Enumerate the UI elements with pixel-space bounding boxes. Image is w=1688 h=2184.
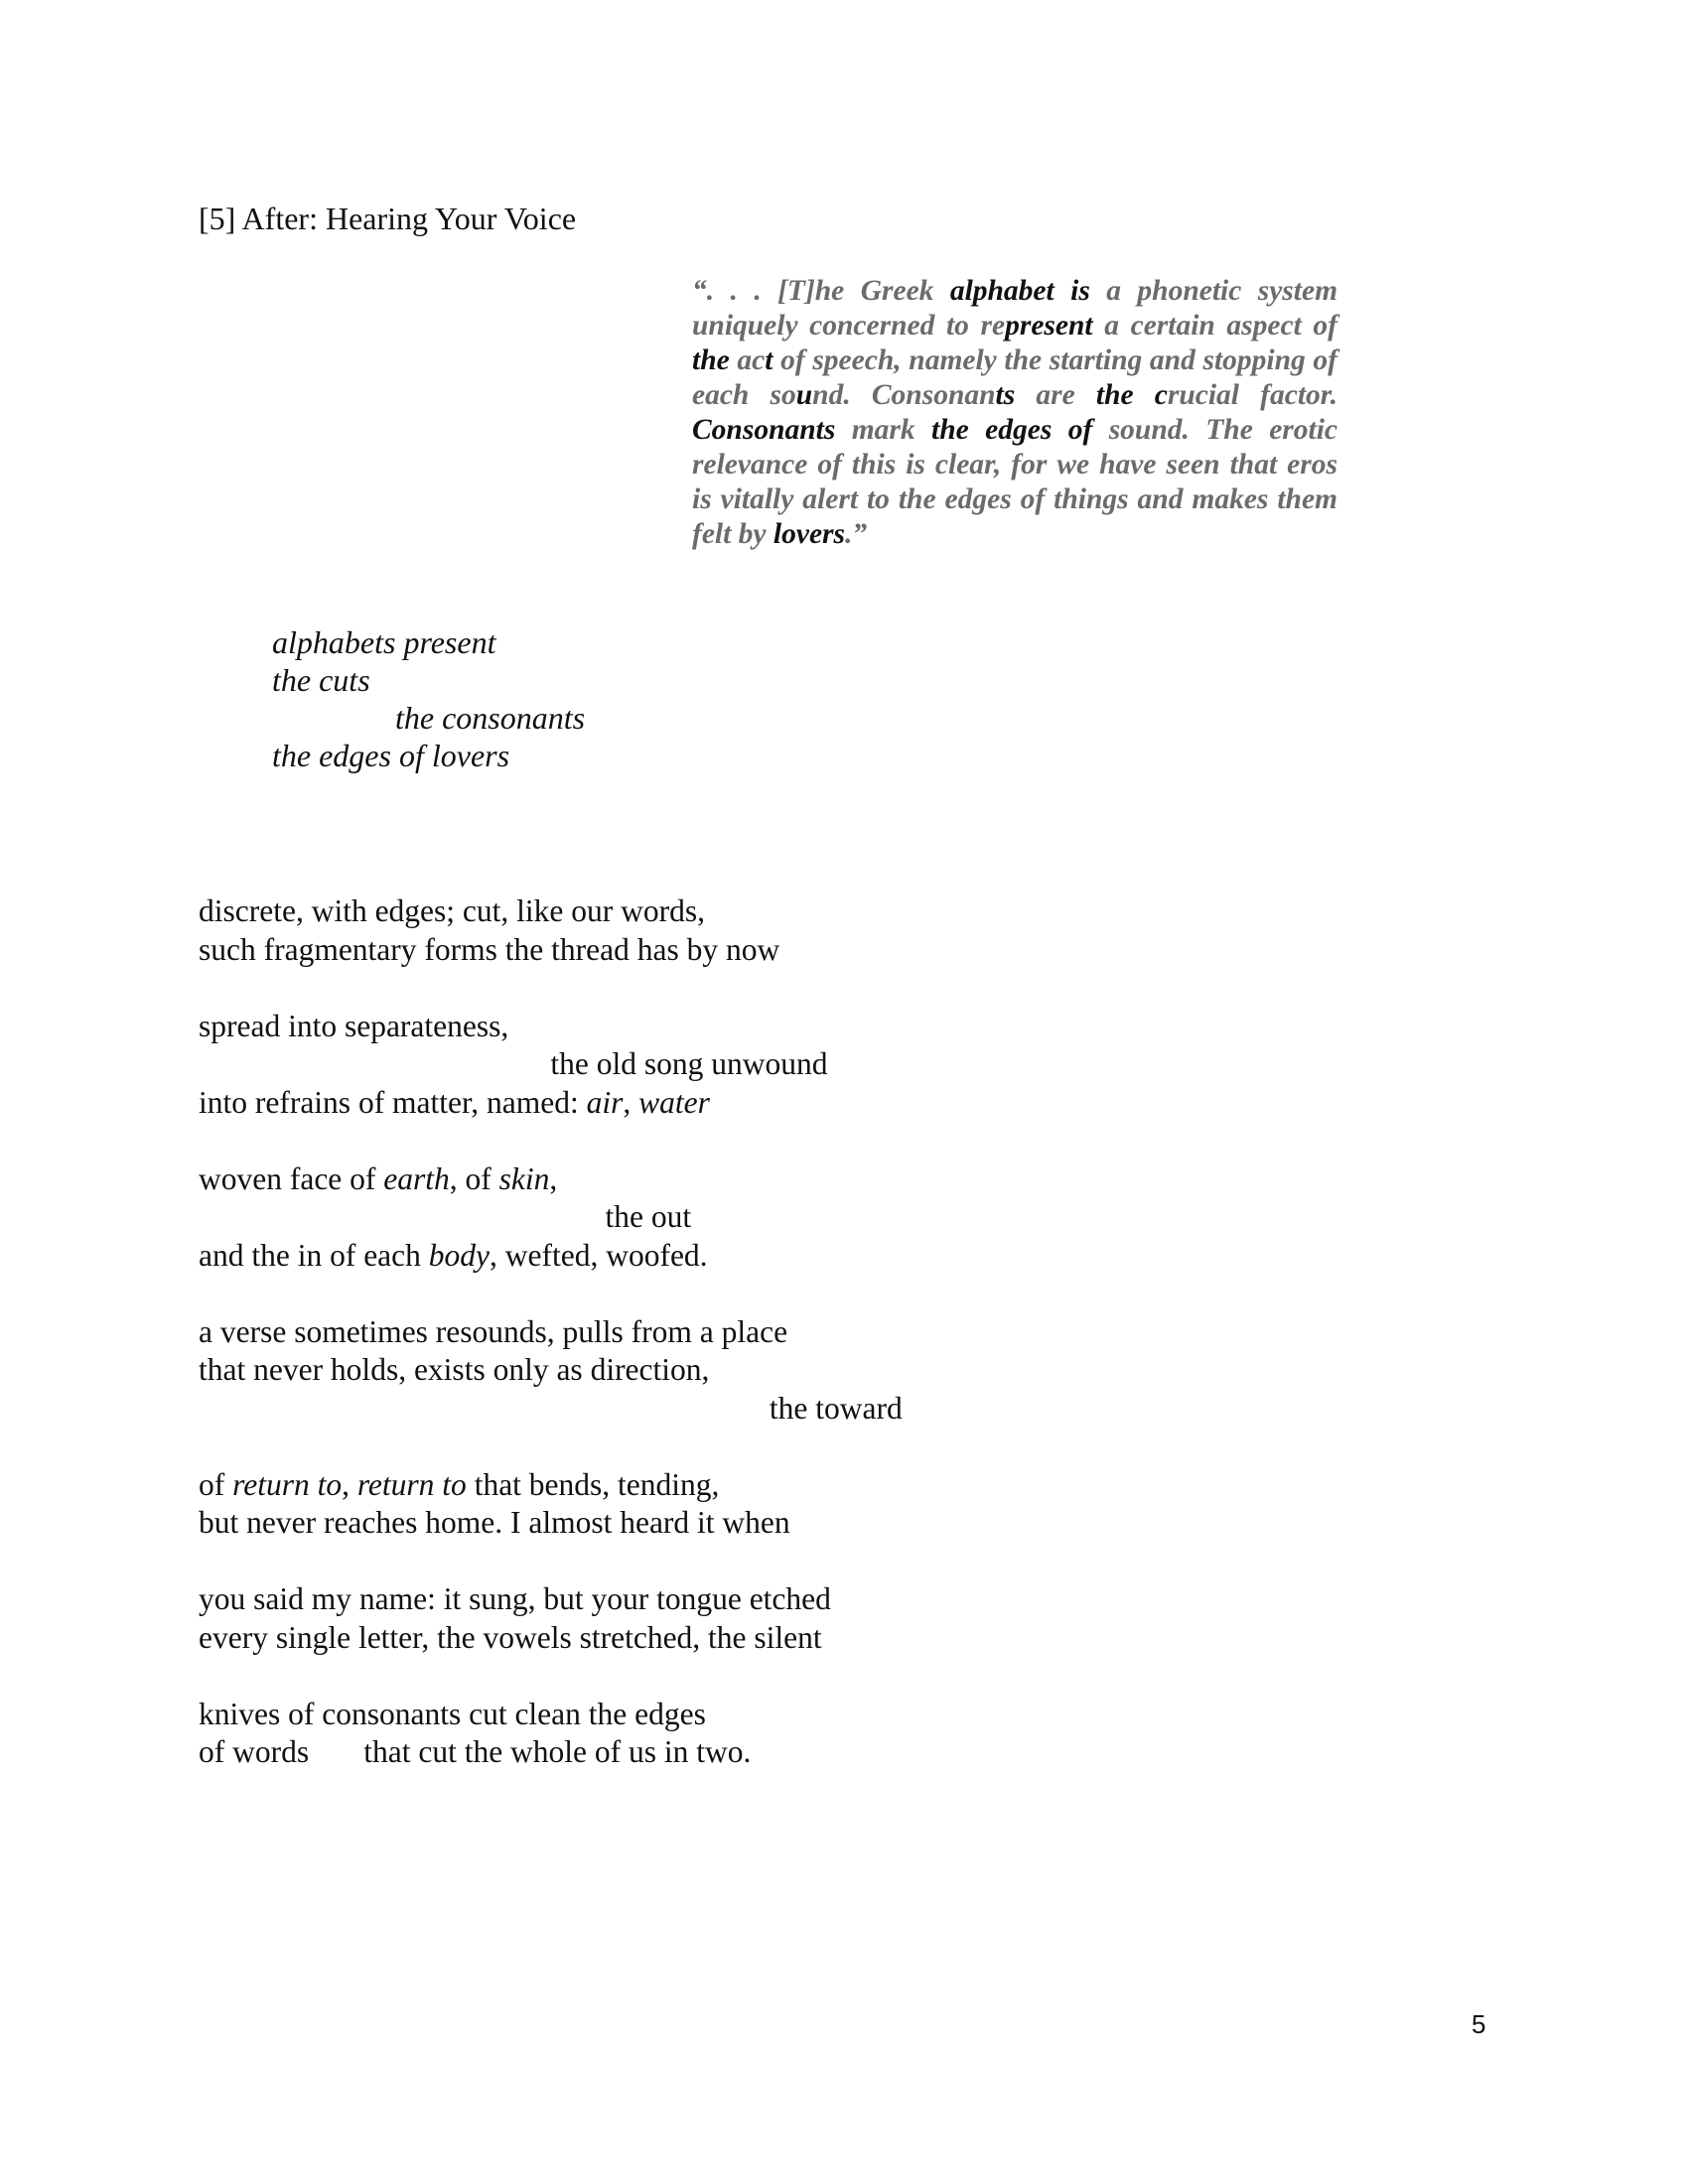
- poem-line: such fragmentary forms the thread has by now: [199, 931, 780, 967]
- intro-line: the edges of lovers: [272, 738, 510, 773]
- poem-line: of return to, return to that bends, tending,: [199, 1466, 720, 1502]
- poem-line: [199, 1543, 903, 1581]
- intro-line: the cuts: [272, 662, 370, 698]
- poem-line: of words that cut the whole of us in two.: [199, 1734, 752, 1769]
- poem-line: [199, 1657, 903, 1696]
- poem-line: woven face of earth, of skin,: [199, 1160, 558, 1196]
- poem-line: [199, 1275, 903, 1313]
- intro-stanza: [272, 623, 585, 774]
- intro-line: the consonants: [395, 700, 586, 736]
- poem-line: that never holds, exists only as direction,: [199, 1352, 710, 1387]
- poem-line: the out: [199, 1199, 692, 1234]
- poem-line: spread into separateness,: [199, 1008, 509, 1043]
- poem-line: [199, 1428, 903, 1466]
- poem-line: a verse sometimes resounds, pulls from a place: [199, 1313, 788, 1349]
- intro-line: alphabets present: [272, 624, 496, 660]
- poem-line: into refrains of matter, named: air, water: [199, 1084, 710, 1120]
- poem-line: and the in of each body, wefted, woofed.: [199, 1237, 708, 1273]
- epigraph-line: “. . . [T]he Greek alphabet is a phonetic system: [692, 275, 1338, 307]
- epigraph-line: is vitally alert to the edges of things and makes them: [692, 483, 1337, 515]
- epigraph-line: the act of speech, namely the starting and stopping of: [692, 344, 1338, 376]
- poem-line: [199, 1122, 903, 1160]
- epigraph-line: Consonants mark the edges of sound. The erotic: [692, 414, 1337, 446]
- poem-body: [199, 892, 903, 1772]
- epigraph-line: felt by lovers.”: [692, 518, 868, 550]
- poem-line: [199, 969, 903, 1008]
- page-number: 5: [1472, 2009, 1486, 2039]
- poem-line: the toward: [199, 1390, 903, 1426]
- poem-line: discrete, with edges; cut, like our words,: [199, 893, 705, 928]
- poem-title: [5] After: Hearing Your Voice: [199, 201, 577, 236]
- poem-line: every single letter, the vowels stretched, the silent: [199, 1619, 822, 1655]
- epigraph-quote: [692, 274, 1337, 552]
- epigraph-line: uniquely concerned to represent a certain aspect of: [692, 310, 1337, 341]
- poem-line: but never reaches home. I almost heard it when: [199, 1505, 790, 1540]
- poem-line: the old song unwound: [199, 1046, 828, 1081]
- epigraph-line: each sound. Consonants are the crucial factor.: [692, 379, 1338, 411]
- poem-line: knives of consonants cut clean the edges: [199, 1696, 706, 1731]
- poem-line: you said my name: it sung, but your tongue etched: [199, 1581, 831, 1616]
- epigraph-line: relevance of this is clear, for we have seen that eros: [692, 449, 1337, 480]
